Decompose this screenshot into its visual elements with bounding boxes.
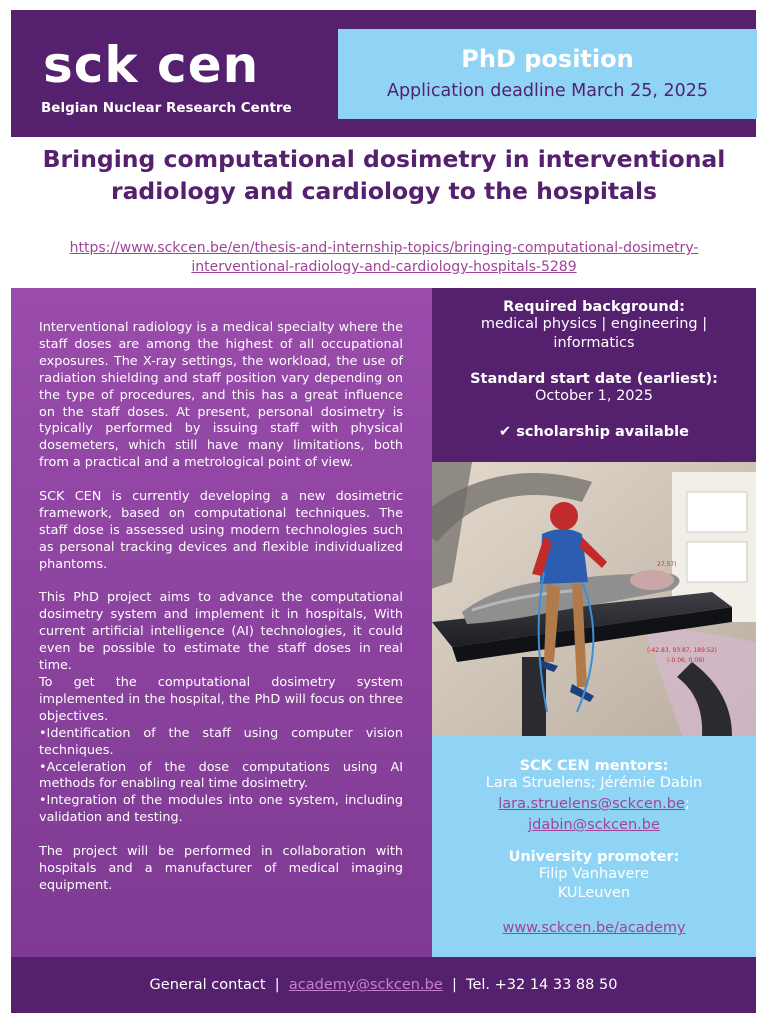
promoter-university: KULeuven [557, 885, 631, 901]
topic-url-link[interactable]: https://www.sckcen.be/en/thesis-and-internship-topics/bringing-computational-dosimetry-interventional-radiology-and-cardiology-hospitals-5289 [69, 240, 699, 275]
header-banner [11, 10, 756, 137]
logo-subtitle: Belgian Nuclear Research Centre [41, 100, 292, 116]
objective-item: •Acceleration of the dose computations using AI methods for enabling real time dosimetry. [39, 759, 403, 792]
start-date-value: October 1, 2025 [535, 388, 653, 404]
background-value: medical physics | engineering | informatics [480, 316, 708, 351]
requirements-panel [432, 288, 756, 462]
academy-link[interactable]: www.sckcen.be/academy [502, 920, 686, 936]
mentor-names: Lara Struelens; Jérémie Dabin [485, 775, 703, 791]
overlay-label: (-0.06, 0.09) [667, 657, 705, 664]
description-paragraph-3: This PhD project aims to advance the computational dosimetry system and implement it in hospitals, With current artificial intelligence (AI) technologies, it could even be possible to estimate the staff doses in real time. [39, 590, 403, 674]
position-title: PhD position [461, 45, 634, 73]
footer-contact-bar [11, 957, 756, 1013]
mentors-label: SCK CEN mentors: [519, 758, 669, 774]
dosimetry-simulation-image [432, 462, 756, 736]
overlay-label: (-42.83, 93.87, 189.52) [647, 647, 717, 654]
footer-separator: | [274, 977, 280, 993]
contact-phone: Tel. +32 14 33 88 50 [466, 977, 618, 993]
simulation-scene-graphic [432, 462, 756, 736]
contact-label: General contact [149, 977, 266, 993]
scholarship-badge: ✔ scholarship available [499, 424, 689, 440]
objective-item: •Integration of the modules into one system, including validation and testing. [39, 793, 403, 826]
description-paragraph-5: The project will be performed in collaboration with hospitals and a manufacturer of medical imaging equipment. [39, 844, 403, 893]
application-deadline: Application deadline March 25, 2025 [386, 81, 709, 101]
mentor-email-link-1[interactable]: lara.struelens@sckcen.be [498, 796, 685, 812]
promoter-label: University promoter: [508, 849, 680, 865]
page-title: Bringing computational dosimetry in interventional radiology and cardiology to the hospitals [42, 145, 726, 205]
phd-position-box [338, 29, 757, 119]
description-panel [11, 288, 432, 957]
promoter-name: Filip Vanhavere [538, 866, 650, 882]
description-paragraph-1: Interventional radiology is a medical specialty where the staff doses are among the highest of all occupational exposures. The X-ray settings, the workload, the use of radiation shielding and staff position vary depending on the type of procedures, and this has a great influence on the staff doses. At present, personal dosimetry is typically performed by issuing staff with physical dosemeters, which still have many limitations, both from a practical and a metrological point of view. [39, 320, 403, 471]
background-label: Required background: [503, 299, 685, 315]
description-text [39, 320, 403, 895]
overlay-label: 27.57) [657, 561, 677, 568]
email-separator: ; [684, 796, 690, 812]
mentors-panel [432, 736, 756, 957]
footer-separator: | [451, 977, 457, 993]
mentor-email-link-2[interactable]: jdabin@sckcen.be [528, 817, 660, 833]
description-paragraph-2: SCK CEN is currently developing a new dosimetric framework, based on computational techniques. The staff dose is assessed using modern technologies such as personal tracking devices and flexible individualized phantoms. [39, 489, 403, 572]
description-paragraph-4: To get the computational dosimetry system implemented in the hospital, the PhD will focus on three objectives. [39, 675, 403, 724]
start-date-label: Standard start date (earliest): [470, 371, 718, 387]
objective-item: •Identification of the staff using computer vision techniques. [39, 725, 403, 758]
contact-email-link[interactable]: academy@sckcen.be [288, 977, 443, 993]
sckcen-logo: sck cen [43, 36, 260, 94]
